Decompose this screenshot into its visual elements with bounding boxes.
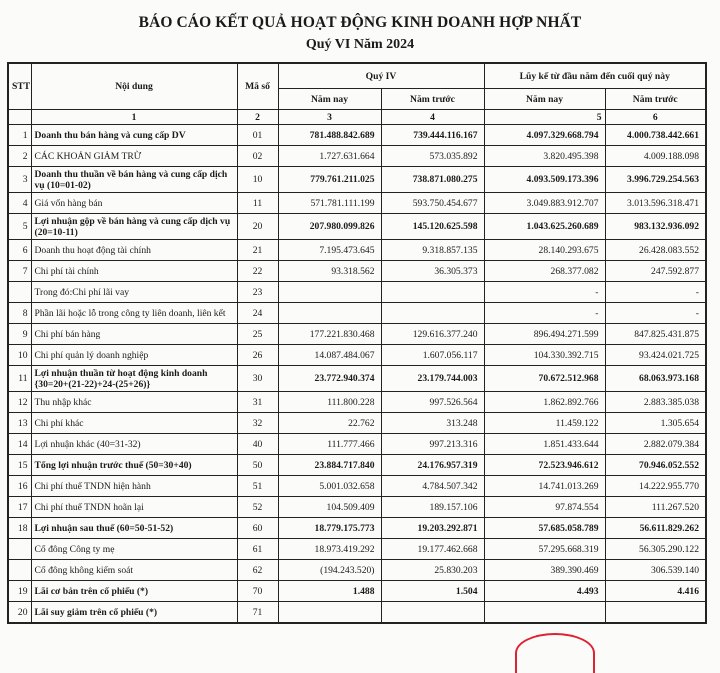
table-row — [8, 497, 706, 518]
row-stt: 5 — [8, 214, 31, 240]
row-stt: 14 — [8, 434, 31, 455]
row-label: Cổ đông không kiểm soát — [31, 560, 237, 581]
row-stt: 11 — [8, 366, 31, 392]
quarter-last-year-value: 145.120.625.598 — [381, 214, 484, 240]
ytd-last-year-value: - — [605, 282, 706, 303]
row-label: Chi phí bán hàng — [31, 324, 237, 345]
row-code: 40 — [237, 434, 278, 455]
row-code: 31 — [237, 392, 278, 413]
ytd-this-year-value: 389.390.469 — [484, 560, 605, 581]
row-code: 23 — [237, 282, 278, 303]
table-row — [8, 539, 706, 560]
ytd-last-year-value: 3.013.596.318.471 — [605, 193, 706, 214]
row-code: 24 — [237, 303, 278, 324]
row-stt: 15 — [8, 455, 31, 476]
row-label: Chi phí tài chính — [31, 261, 237, 282]
ytd-this-year-value: 70.672.512.968 — [484, 366, 605, 392]
table-row — [8, 125, 706, 146]
quarter-this-year-value: 5.001.032.658 — [278, 476, 381, 497]
income-statement-table — [7, 62, 707, 624]
row-stt: 7 — [8, 261, 31, 282]
row-label: Doanh thu hoạt động tài chính — [31, 240, 237, 261]
row-label: Lợi nhuận khác (40=31-32) — [31, 434, 237, 455]
ytd-last-year-value: 93.424.021.725 — [605, 345, 706, 366]
quarter-last-year-value: 1.607.056.117 — [381, 345, 484, 366]
quarter-last-year-value: 9.318.857.135 — [381, 240, 484, 261]
row-stt: 8 — [8, 303, 31, 324]
ytd-this-year-value: 104.330.392.715 — [484, 345, 605, 366]
row-stt: 18 — [8, 518, 31, 539]
ytd-this-year-value: 3.049.883.912.707 — [484, 193, 605, 214]
ytd-this-year-value: 268.377.082 — [484, 261, 605, 282]
quarter-this-year-value: 111.800.228 — [278, 392, 381, 413]
row-code: 52 — [237, 497, 278, 518]
header-content: Nội dung — [31, 63, 237, 110]
row-stt: 2 — [8, 146, 31, 167]
quarter-this-year-value: 1.488 — [278, 581, 381, 602]
header-ytd: Lũy kế từ đầu năm đến cuối quý này — [484, 63, 706, 89]
ytd-last-year-value: 111.267.520 — [605, 497, 706, 518]
ytd-last-year-value: 70.946.052.552 — [605, 455, 706, 476]
table-row — [8, 455, 706, 476]
company-stamp — [515, 633, 595, 673]
quarter-last-year-value: 573.035.892 — [381, 146, 484, 167]
quarter-last-year-value: 997.526.564 — [381, 392, 484, 413]
table-row — [8, 413, 706, 434]
quarter-this-year-value: 207.980.099.826 — [278, 214, 381, 240]
quarter-last-year-value — [381, 282, 484, 303]
quarter-this-year-value: 22.762 — [278, 413, 381, 434]
table-row — [8, 476, 706, 497]
report-title: BÁO CÁO KẾT QUẢ HOẠT ĐỘNG KINH DOANH HỢP NHẤT — [138, 14, 582, 31]
ytd-this-year-value — [484, 602, 605, 624]
ytd-last-year-value: 983.132.936.092 — [605, 214, 706, 240]
row-label: Tổng lợi nhuận trước thuế (50=30+40) — [31, 455, 237, 476]
header-ytd-last-year: Năm trước — [605, 89, 706, 110]
ytd-this-year-value: 72.523.946.612 — [484, 455, 605, 476]
row-stt: 1 — [8, 125, 31, 146]
row-code: 62 — [237, 560, 278, 581]
row-code: 30 — [237, 366, 278, 392]
row-label: Lợi nhuận thuần từ hoạt động kinh doanh {30=20+(21-22)+24-(25+26)} — [31, 366, 237, 392]
row-label: Lãi suy giảm trên cổ phiếu (*) — [31, 602, 237, 624]
quarter-last-year-value: 23.179.744.003 — [381, 366, 484, 392]
quarter-last-year-value — [381, 303, 484, 324]
ytd-this-year-value: 1.043.625.260.689 — [484, 214, 605, 240]
quarter-this-year-value: 781.488.842.689 — [278, 125, 381, 146]
ytd-last-year-value: 56.611.829.262 — [605, 518, 706, 539]
ytd-last-year-value: 1.305.654 — [605, 413, 706, 434]
row-label: CÁC KHOẢN GIẢM TRỪ — [31, 146, 237, 167]
quarter-this-year-value: 779.761.211.025 — [278, 167, 381, 193]
row-stt — [8, 560, 31, 581]
ytd-this-year-value: - — [484, 282, 605, 303]
row-code: 22 — [237, 261, 278, 282]
row-code: 50 — [237, 455, 278, 476]
ytd-this-year-value: 4.097.329.668.794 — [484, 125, 605, 146]
ytd-this-year-value: 28.140.293.675 — [484, 240, 605, 261]
ytd-last-year-value — [605, 602, 706, 624]
ytd-last-year-value: 56.305.290.122 — [605, 539, 706, 560]
ytd-this-year-value: 4.093.509.173.396 — [484, 167, 605, 193]
table-row — [8, 560, 706, 581]
row-code: 20 — [237, 214, 278, 240]
ytd-last-year-value: 4.009.188.098 — [605, 146, 706, 167]
quarter-last-year-value: 593.750.454.677 — [381, 193, 484, 214]
quarter-last-year-value: 1.504 — [381, 581, 484, 602]
row-code: 51 — [237, 476, 278, 497]
header-quarter: Quý IV — [278, 63, 484, 89]
row-label: Lãi cơ bản trên cổ phiếu (*) — [31, 581, 237, 602]
row-stt: 12 — [8, 392, 31, 413]
col-number: 3 — [278, 110, 381, 125]
table-row — [8, 261, 706, 282]
quarter-this-year-value — [278, 602, 381, 624]
quarter-this-year-value: 104.509.409 — [278, 497, 381, 518]
ytd-last-year-value: 4.416 — [605, 581, 706, 602]
row-stt — [8, 539, 31, 560]
row-stt: 13 — [8, 413, 31, 434]
row-code: 26 — [237, 345, 278, 366]
quarter-this-year-value: 14.087.484.067 — [278, 345, 381, 366]
quarter-this-year-value: 7.195.473.645 — [278, 240, 381, 261]
row-label: Lợi nhuận gộp về bán hàng và cung cấp dịch vụ (20=10-11) — [31, 214, 237, 240]
row-code: 70 — [237, 581, 278, 602]
table-row — [8, 434, 706, 455]
quarter-this-year-value: 18.779.175.773 — [278, 518, 381, 539]
quarter-this-year-value: 18.973.419.292 — [278, 539, 381, 560]
table-row — [8, 240, 706, 261]
quarter-this-year-value: 177.221.830.468 — [278, 324, 381, 345]
col-number: 1 — [31, 110, 237, 125]
ytd-this-year-value: 896.494.271.599 — [484, 324, 605, 345]
ytd-last-year-value: 68.063.973.168 — [605, 366, 706, 392]
ytd-last-year-value: 4.000.738.442.661 — [605, 125, 706, 146]
col-number — [8, 110, 31, 125]
row-label: Lợi nhuận sau thuế (60=50-51-52) — [31, 518, 237, 539]
row-code: 10 — [237, 167, 278, 193]
table-row — [8, 392, 706, 413]
quarter-last-year-value: 189.157.106 — [381, 497, 484, 518]
row-stt: 20 — [8, 602, 31, 624]
row-stt: 3 — [8, 167, 31, 193]
table-row — [8, 324, 706, 345]
ytd-last-year-value: 26.428.083.552 — [605, 240, 706, 261]
row-label: Doanh thu thuần về bán hàng và cung cấp dịch vụ (10=01-02) — [31, 167, 237, 193]
ytd-this-year-value: 3.820.495.398 — [484, 146, 605, 167]
row-code: 60 — [237, 518, 278, 539]
row-label: Chi phí quản lý doanh nghiệp — [31, 345, 237, 366]
row-stt: 19 — [8, 581, 31, 602]
ytd-last-year-value: 247.592.877 — [605, 261, 706, 282]
table-row — [8, 214, 706, 240]
quarter-this-year-value — [278, 282, 381, 303]
row-stt: 10 — [8, 345, 31, 366]
row-stt: 16 — [8, 476, 31, 497]
row-stt: 4 — [8, 193, 31, 214]
ytd-last-year-value: 306.539.140 — [605, 560, 706, 581]
quarter-last-year-value: 997.213.316 — [381, 434, 484, 455]
quarter-last-year-value: 19.177.462.668 — [381, 539, 484, 560]
row-code: 01 — [237, 125, 278, 146]
row-stt: 6 — [8, 240, 31, 261]
row-label: Doanh thu bán hàng và cung cấp DV — [31, 125, 237, 146]
ytd-this-year-value: 4.493 — [484, 581, 605, 602]
ytd-last-year-value: 2.882.079.384 — [605, 434, 706, 455]
ytd-last-year-value: 14.222.955.770 — [605, 476, 706, 497]
ytd-this-year-value: 14.741.013.269 — [484, 476, 605, 497]
ytd-this-year-value: 11.459.122 — [484, 413, 605, 434]
report-period: Quý VI Năm 2024 — [305, 37, 415, 52]
ytd-last-year-value: 2.883.385.038 — [605, 392, 706, 413]
quarter-this-year-value: 23.884.717.840 — [278, 455, 381, 476]
quarter-last-year-value: 19.203.292.871 — [381, 518, 484, 539]
table-row — [8, 366, 706, 392]
table-row — [8, 602, 706, 624]
col-number: 5 — [484, 110, 605, 125]
row-stt — [8, 282, 31, 303]
quarter-this-year-value — [278, 303, 381, 324]
ytd-this-year-value: 97.874.554 — [484, 497, 605, 518]
ytd-this-year-value: 1.862.892.766 — [484, 392, 605, 413]
quarter-last-year-value: 24.176.957.319 — [381, 455, 484, 476]
quarter-this-year-value: 571.781.111.199 — [278, 193, 381, 214]
col-number: 2 — [237, 110, 278, 125]
table-row — [8, 282, 706, 303]
row-code: 32 — [237, 413, 278, 434]
quarter-last-year-value: 738.871.080.275 — [381, 167, 484, 193]
quarter-this-year-value: 111.777.466 — [278, 434, 381, 455]
table-row — [8, 146, 706, 167]
quarter-this-year-value: 1.727.631.664 — [278, 146, 381, 167]
row-code: 21 — [237, 240, 278, 261]
table-row — [8, 581, 706, 602]
row-stt: 9 — [8, 324, 31, 345]
header-code: Mã số — [237, 63, 278, 110]
col-number: 4 — [381, 110, 484, 125]
table-row — [8, 167, 706, 193]
row-label: Cổ đông Công ty mẹ — [31, 539, 237, 560]
quarter-this-year-value: (194.243.520) — [278, 560, 381, 581]
quarter-last-year-value: 25.830.203 — [381, 560, 484, 581]
header-quarter-last-year: Năm trước — [381, 89, 484, 110]
row-label: Phần lãi hoặc lỗ trong công ty liên doanh, liên kết — [31, 303, 237, 324]
row-label: Trong đó:Chi phí lãi vay — [31, 282, 237, 303]
ytd-last-year-value: - — [605, 303, 706, 324]
quarter-last-year-value — [381, 602, 484, 624]
ytd-this-year-value: 1.851.433.644 — [484, 434, 605, 455]
col-number: 6 — [605, 110, 706, 125]
row-code: 71 — [237, 602, 278, 624]
row-label: Thu nhập khác — [31, 392, 237, 413]
quarter-this-year-value: 23.772.940.374 — [278, 366, 381, 392]
quarter-last-year-value: 36.305.373 — [381, 261, 484, 282]
ytd-this-year-value: 57.685.058.789 — [484, 518, 605, 539]
row-code: 61 — [237, 539, 278, 560]
quarter-last-year-value: 739.444.116.167 — [381, 125, 484, 146]
quarter-last-year-value: 4.784.507.342 — [381, 476, 484, 497]
ytd-this-year-value: - — [484, 303, 605, 324]
header-ytd-this-year: Năm nay — [484, 89, 605, 110]
row-label: Chi phí khác — [31, 413, 237, 434]
row-label: Chi phí thuế TNDN hiện hành — [31, 476, 237, 497]
ytd-last-year-value: 3.996.729.254.563 — [605, 167, 706, 193]
row-code: 02 — [237, 146, 278, 167]
header-quarter-this-year: Năm nay — [278, 89, 381, 110]
row-stt: 17 — [8, 497, 31, 518]
header-stt: STT — [8, 63, 31, 110]
row-label: Chi phí thuế TNDN hoãn lại — [31, 497, 237, 518]
row-code: 25 — [237, 324, 278, 345]
table-row — [8, 303, 706, 324]
table-row — [8, 193, 706, 214]
row-code: 11 — [237, 193, 278, 214]
quarter-last-year-value: 313.248 — [381, 413, 484, 434]
table-row — [8, 518, 706, 539]
quarter-this-year-value: 93.318.562 — [278, 261, 381, 282]
table-row — [8, 345, 706, 366]
ytd-this-year-value: 57.295.668.319 — [484, 539, 605, 560]
row-label: Giá vốn hàng bán — [31, 193, 237, 214]
quarter-last-year-value: 129.616.377.240 — [381, 324, 484, 345]
ytd-last-year-value: 847.825.431.875 — [605, 324, 706, 345]
